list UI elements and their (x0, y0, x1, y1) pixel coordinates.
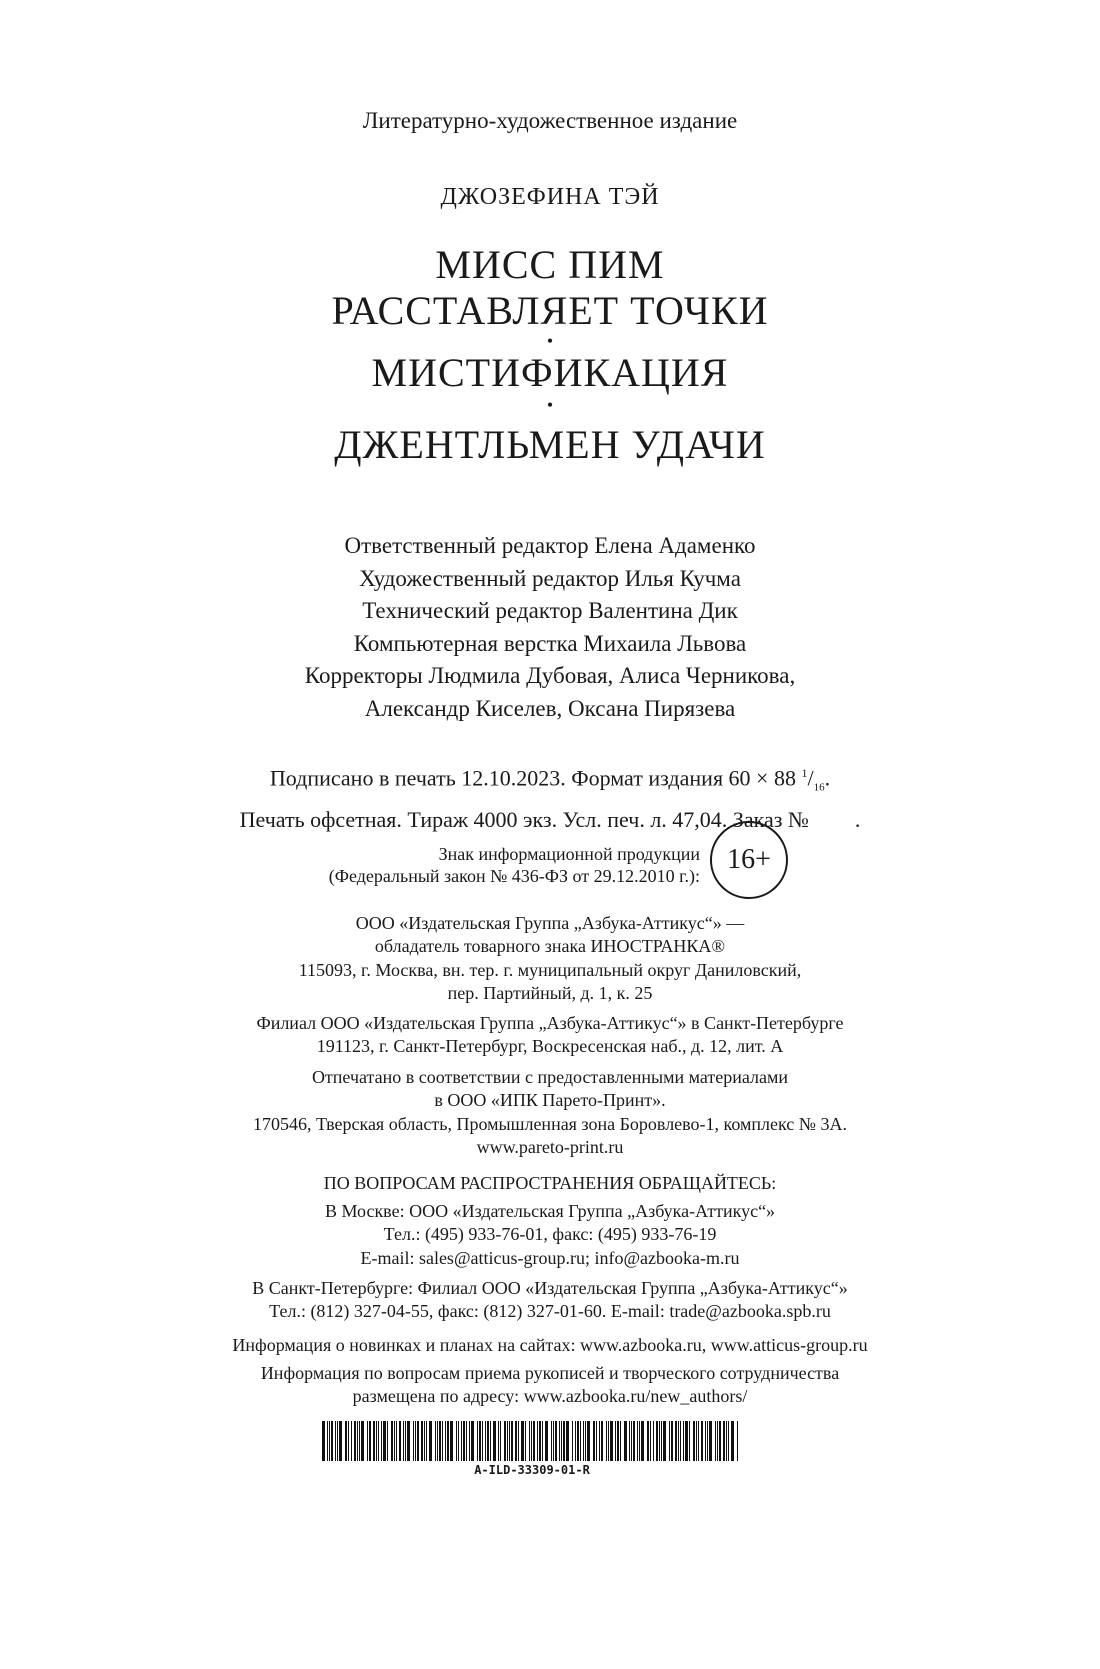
barcode-bar (639, 1421, 640, 1461)
printer-line: 170546, Тверская область, Промышленная зона Боровлево-1, комплекс № 3А. (253, 1113, 847, 1134)
barcode-bar (577, 1421, 579, 1461)
barcode-bar (685, 1421, 688, 1461)
fraction-numerator: 1 (801, 766, 808, 780)
barcode-bar (559, 1421, 560, 1461)
printer-line: www.pareto-print.ru (476, 1137, 624, 1158)
barcode-bar (698, 1421, 699, 1461)
print-line-2-end: . (854, 806, 861, 832)
barcode-bar (482, 1421, 483, 1461)
barcode-bar (415, 1421, 416, 1461)
barcode-bar (421, 1421, 423, 1461)
barcode-bar (675, 1421, 677, 1461)
barcode-bar (555, 1421, 557, 1461)
title-3: ДЖЕНТЛЬМЕН УДАЧИ (334, 422, 766, 467)
barcode-bar (653, 1421, 654, 1461)
barcode-bar (487, 1421, 489, 1461)
barcode-bar (500, 1421, 501, 1461)
barcode-bar (529, 1421, 530, 1461)
barcode-bar (572, 1421, 573, 1461)
barcode-bar (337, 1421, 338, 1461)
publisher-block (0, 912, 1100, 1006)
barcode-bar (533, 1421, 535, 1461)
print-run-text: Печать офсетная. Тираж 4000 экз. Усл. печ. л. 47,04. Заказ № (239, 806, 809, 832)
barcode-bar (696, 1421, 697, 1461)
barcode-bar (659, 1421, 660, 1461)
barcode-bar (335, 1421, 336, 1461)
credit-line: Технический редактор Валентина Дик (362, 598, 738, 623)
barcode-bar (518, 1421, 519, 1461)
barcode-bar (531, 1421, 532, 1461)
barcode-bar (399, 1421, 401, 1461)
barcode-bar (339, 1421, 342, 1461)
barcode-bar (680, 1421, 681, 1461)
barcode-bar (437, 1421, 438, 1461)
barcode-bar (575, 1421, 576, 1461)
barcode-bar (469, 1421, 470, 1461)
credit-line: Корректоры Людмила Дубовая, Алиса Черникова, (304, 663, 796, 688)
print-info (0, 757, 1100, 836)
barcode-bar (426, 1421, 427, 1461)
barcode-bar (477, 1421, 478, 1461)
barcode-bar (471, 1421, 474, 1461)
barcode-bar (715, 1421, 716, 1461)
barcode-bar (396, 1421, 397, 1461)
barcode-bar (445, 1421, 446, 1461)
barcode-bar (331, 1421, 333, 1461)
barcode-bar (417, 1421, 419, 1461)
age-rating-label (260, 843, 700, 887)
barcode-bar (615, 1421, 616, 1461)
barcode-bar (354, 1421, 356, 1461)
distribution-spb (0, 1277, 1100, 1324)
credit-line: Художественный редактор Илья Кучма (359, 565, 741, 591)
barcode-bar (391, 1421, 393, 1461)
barcode-bar (719, 1421, 721, 1461)
barcode-bar (511, 1421, 513, 1461)
barcode-bar (671, 1421, 673, 1461)
distribution-moscow (0, 1200, 1100, 1270)
barcode-bar (439, 1421, 441, 1461)
moscow-line: E-mail: sales@atticus-group.ru; info@azbooka-m.ru (360, 1247, 740, 1268)
credits-block (0, 530, 1100, 725)
barcode-bar (378, 1421, 379, 1461)
barcode-bar (678, 1421, 679, 1461)
barcode-bar (593, 1421, 595, 1461)
barcode-bar (369, 1421, 371, 1461)
barcode-bar (633, 1421, 635, 1461)
barcode-bar (461, 1421, 462, 1461)
barcode-bar (466, 1421, 467, 1461)
barcode-bar (683, 1421, 684, 1461)
print-format-text: Подписано в печать 12.10.2023. Формат издания 60 × 88 (269, 765, 802, 791)
barcode-bar (456, 1421, 457, 1461)
publisher-line: пер. Партийный, д. 1, к. 25 (447, 983, 653, 1004)
barcode-bar (647, 1421, 649, 1461)
barcode-bar (373, 1421, 375, 1461)
barcode-bar (507, 1421, 508, 1461)
age-label-line-2: (Федеральный закон № 436-ФЗ от 29.12.2010 г.): (328, 866, 700, 886)
barcode-bar (596, 1421, 597, 1461)
titles-block (0, 242, 1100, 470)
barcode-bar (376, 1421, 377, 1461)
barcode-bar (458, 1421, 459, 1461)
barcode-bar (689, 1421, 690, 1461)
barcode-bar (669, 1421, 670, 1461)
barcode-bar (383, 1421, 386, 1461)
barcode-bar (656, 1421, 658, 1461)
moscow-line: Тел.: (495) 933-76-01, факс: (495) 933-76-19 (383, 1224, 717, 1245)
barcode-bar (394, 1421, 395, 1461)
barcode-bar (587, 1421, 590, 1461)
barcode-bar (726, 1421, 727, 1461)
publisher-line: обладатель товарного знака ИНОСТРАНКА® (374, 936, 726, 957)
publisher-line: ООО «Издательская Группа „Азбука-Аттикус“» — (355, 913, 745, 933)
barcode-bar (637, 1421, 638, 1461)
age-rating-badge: 16+ (710, 821, 788, 899)
barcode-bar (661, 1421, 662, 1461)
barcode-bar (705, 1421, 706, 1461)
print-line-2 (0, 804, 1100, 836)
barcode-bar (435, 1421, 436, 1461)
barcode-code: A-ILD-33309-01-R (474, 1463, 590, 1477)
credit-line: Ответственный редактор Елена Адаменко (344, 533, 756, 558)
barcode-bar (551, 1421, 552, 1461)
barcode-image (322, 1421, 742, 1461)
title-separator: • (546, 331, 554, 351)
branch-block (0, 1012, 1100, 1059)
barcode-bar (617, 1421, 619, 1461)
barcode-bar (351, 1421, 352, 1461)
barcode-bar (359, 1421, 360, 1461)
barcode-bar (545, 1421, 548, 1461)
spb-line: Тел.: (812) 327-04-55, факс: (812) 327-01-60. E-mail: trade@azbooka.spb.ru (269, 1301, 831, 1322)
barcode-bar (608, 1421, 609, 1461)
barcode-bar (542, 1421, 543, 1461)
barcode-bar (624, 1421, 627, 1461)
barcode-bar (723, 1421, 725, 1461)
printer-line: в ООО «ИПК Парето-Принт». (434, 1090, 666, 1111)
barcode-bar (485, 1421, 486, 1461)
barcode-bar (381, 1421, 382, 1461)
author-name: ДЖОЗЕФИНА ТЭЙ (440, 184, 660, 210)
barcode-bar (479, 1421, 481, 1461)
printer-line: Отпечатано в соответствии с предоставленными материалами (311, 1067, 789, 1087)
barcode-bar (631, 1421, 632, 1461)
barcode-bar (345, 1421, 347, 1461)
barcode-bar (515, 1421, 517, 1461)
barcode-bar (348, 1421, 349, 1461)
barcode-bar (553, 1421, 554, 1461)
barcode-bar (601, 1421, 603, 1461)
barcode-bar (701, 1421, 703, 1461)
manuscripts-block (0, 1362, 1100, 1409)
barcode-bar (387, 1421, 388, 1461)
title-2: МИСТИФИКАЦИЯ (371, 350, 729, 395)
barcode-bar (442, 1421, 443, 1461)
barcode-bar (641, 1421, 644, 1461)
barcode-bar (629, 1421, 630, 1461)
barcode-bar (737, 1421, 738, 1461)
barcode-bar (493, 1421, 496, 1461)
barcode-bar (583, 1421, 584, 1461)
manuscripts-line: размещена по адресу: www.azbooka.ru/new_authors/ (352, 1386, 748, 1407)
barcode-bar (663, 1421, 666, 1461)
barcode-bar (509, 1421, 510, 1461)
print-line-1-end: . (824, 765, 831, 791)
barcode-bar (563, 1421, 565, 1461)
barcode-bar (357, 1421, 358, 1461)
title-separator: • (546, 395, 554, 415)
age-label-line-1: Знак информационной продукции (438, 844, 700, 864)
barcode-bar (361, 1421, 364, 1461)
branch-line: 191123, г. Санкт-Петербург, Воскресенская наб., д. 12, лит. А (316, 1036, 784, 1057)
barcode-bar (610, 1421, 613, 1461)
barcode-bar (322, 1421, 325, 1461)
barcode-bar (693, 1421, 695, 1461)
barcode-bar (405, 1421, 406, 1461)
barcode-bar (327, 1421, 328, 1461)
barcode-bar (731, 1421, 734, 1461)
barcode-bar (463, 1421, 465, 1461)
barcode-bar (709, 1421, 712, 1461)
barcode-bar (585, 1421, 586, 1461)
barcode-bar (447, 1421, 449, 1461)
barcode-bar (599, 1421, 600, 1461)
barcode-bar (707, 1421, 708, 1461)
barcode-bar (504, 1421, 506, 1461)
barcode-bar (606, 1421, 607, 1461)
barcode-bar (561, 1421, 562, 1461)
barcode-bar (728, 1421, 729, 1461)
distribution-heading: ПО ВОПРОСАМ РАСПРОСТРАНЕНИЯ ОБРАЩАЙТЕСЬ: (323, 1173, 777, 1193)
manuscripts-line: Информация по вопросам приема рукописей и творческого сотрудничества (260, 1363, 840, 1383)
barcode-bar (580, 1421, 581, 1461)
barcode-bar (539, 1421, 541, 1461)
barcode-bar (566, 1421, 569, 1461)
publisher-line: 115093, г. Москва, вн. тер. г. муниципальный округ Даниловский, (298, 959, 802, 980)
printer-block (0, 1066, 1100, 1160)
barcode-bar (537, 1421, 538, 1461)
barcode-bar (424, 1421, 425, 1461)
websites-line: Информация о новинках и планах на сайтах: www.azbooka.ru, www.atticus-group.ru (232, 1335, 868, 1355)
fraction-denominator: 16 (813, 781, 825, 794)
title-1-line-1: МИСС ПИМ (435, 242, 665, 287)
barcode-bar (407, 1421, 410, 1461)
barcode-bar (650, 1421, 651, 1461)
barcode-bar (403, 1421, 404, 1461)
barcode-bar (620, 1421, 621, 1461)
barcode-bar (498, 1421, 499, 1461)
barcode-bar (329, 1421, 330, 1461)
barcode-bar (429, 1421, 432, 1461)
barcode-bar (525, 1421, 526, 1461)
print-line-1 (0, 757, 1100, 804)
fraction-slash: / (807, 765, 814, 791)
barcode-bar (450, 1421, 453, 1461)
moscow-line: В Москве: ООО «Издательская Группа „Азбука-Аттикус“» (324, 1201, 776, 1221)
spb-line: В Санкт-Петербурге: Филиал ООО «Издательская Группа „Азбука-Аттикус“» (252, 1278, 848, 1298)
barcode-bar (521, 1421, 524, 1461)
edition-type: Литературно-художественное издание (362, 108, 738, 133)
barcode-bar (717, 1421, 718, 1461)
title-1-line-2: РАССТАВЛЯЕТ ТОЧКИ (331, 288, 769, 333)
credit-line: Компьютерная верстка Михаила Львова (353, 630, 747, 656)
credit-line: Александр Киселев, Оксана Пирязева (364, 695, 736, 721)
barcode-bar (367, 1421, 368, 1461)
barcode-bar (490, 1421, 491, 1461)
branch-line: Филиал ООО «Издательская Группа „Азбука-Аттикус“» в Санкт-Петербурге (256, 1013, 844, 1033)
barcode-bar (413, 1421, 414, 1461)
